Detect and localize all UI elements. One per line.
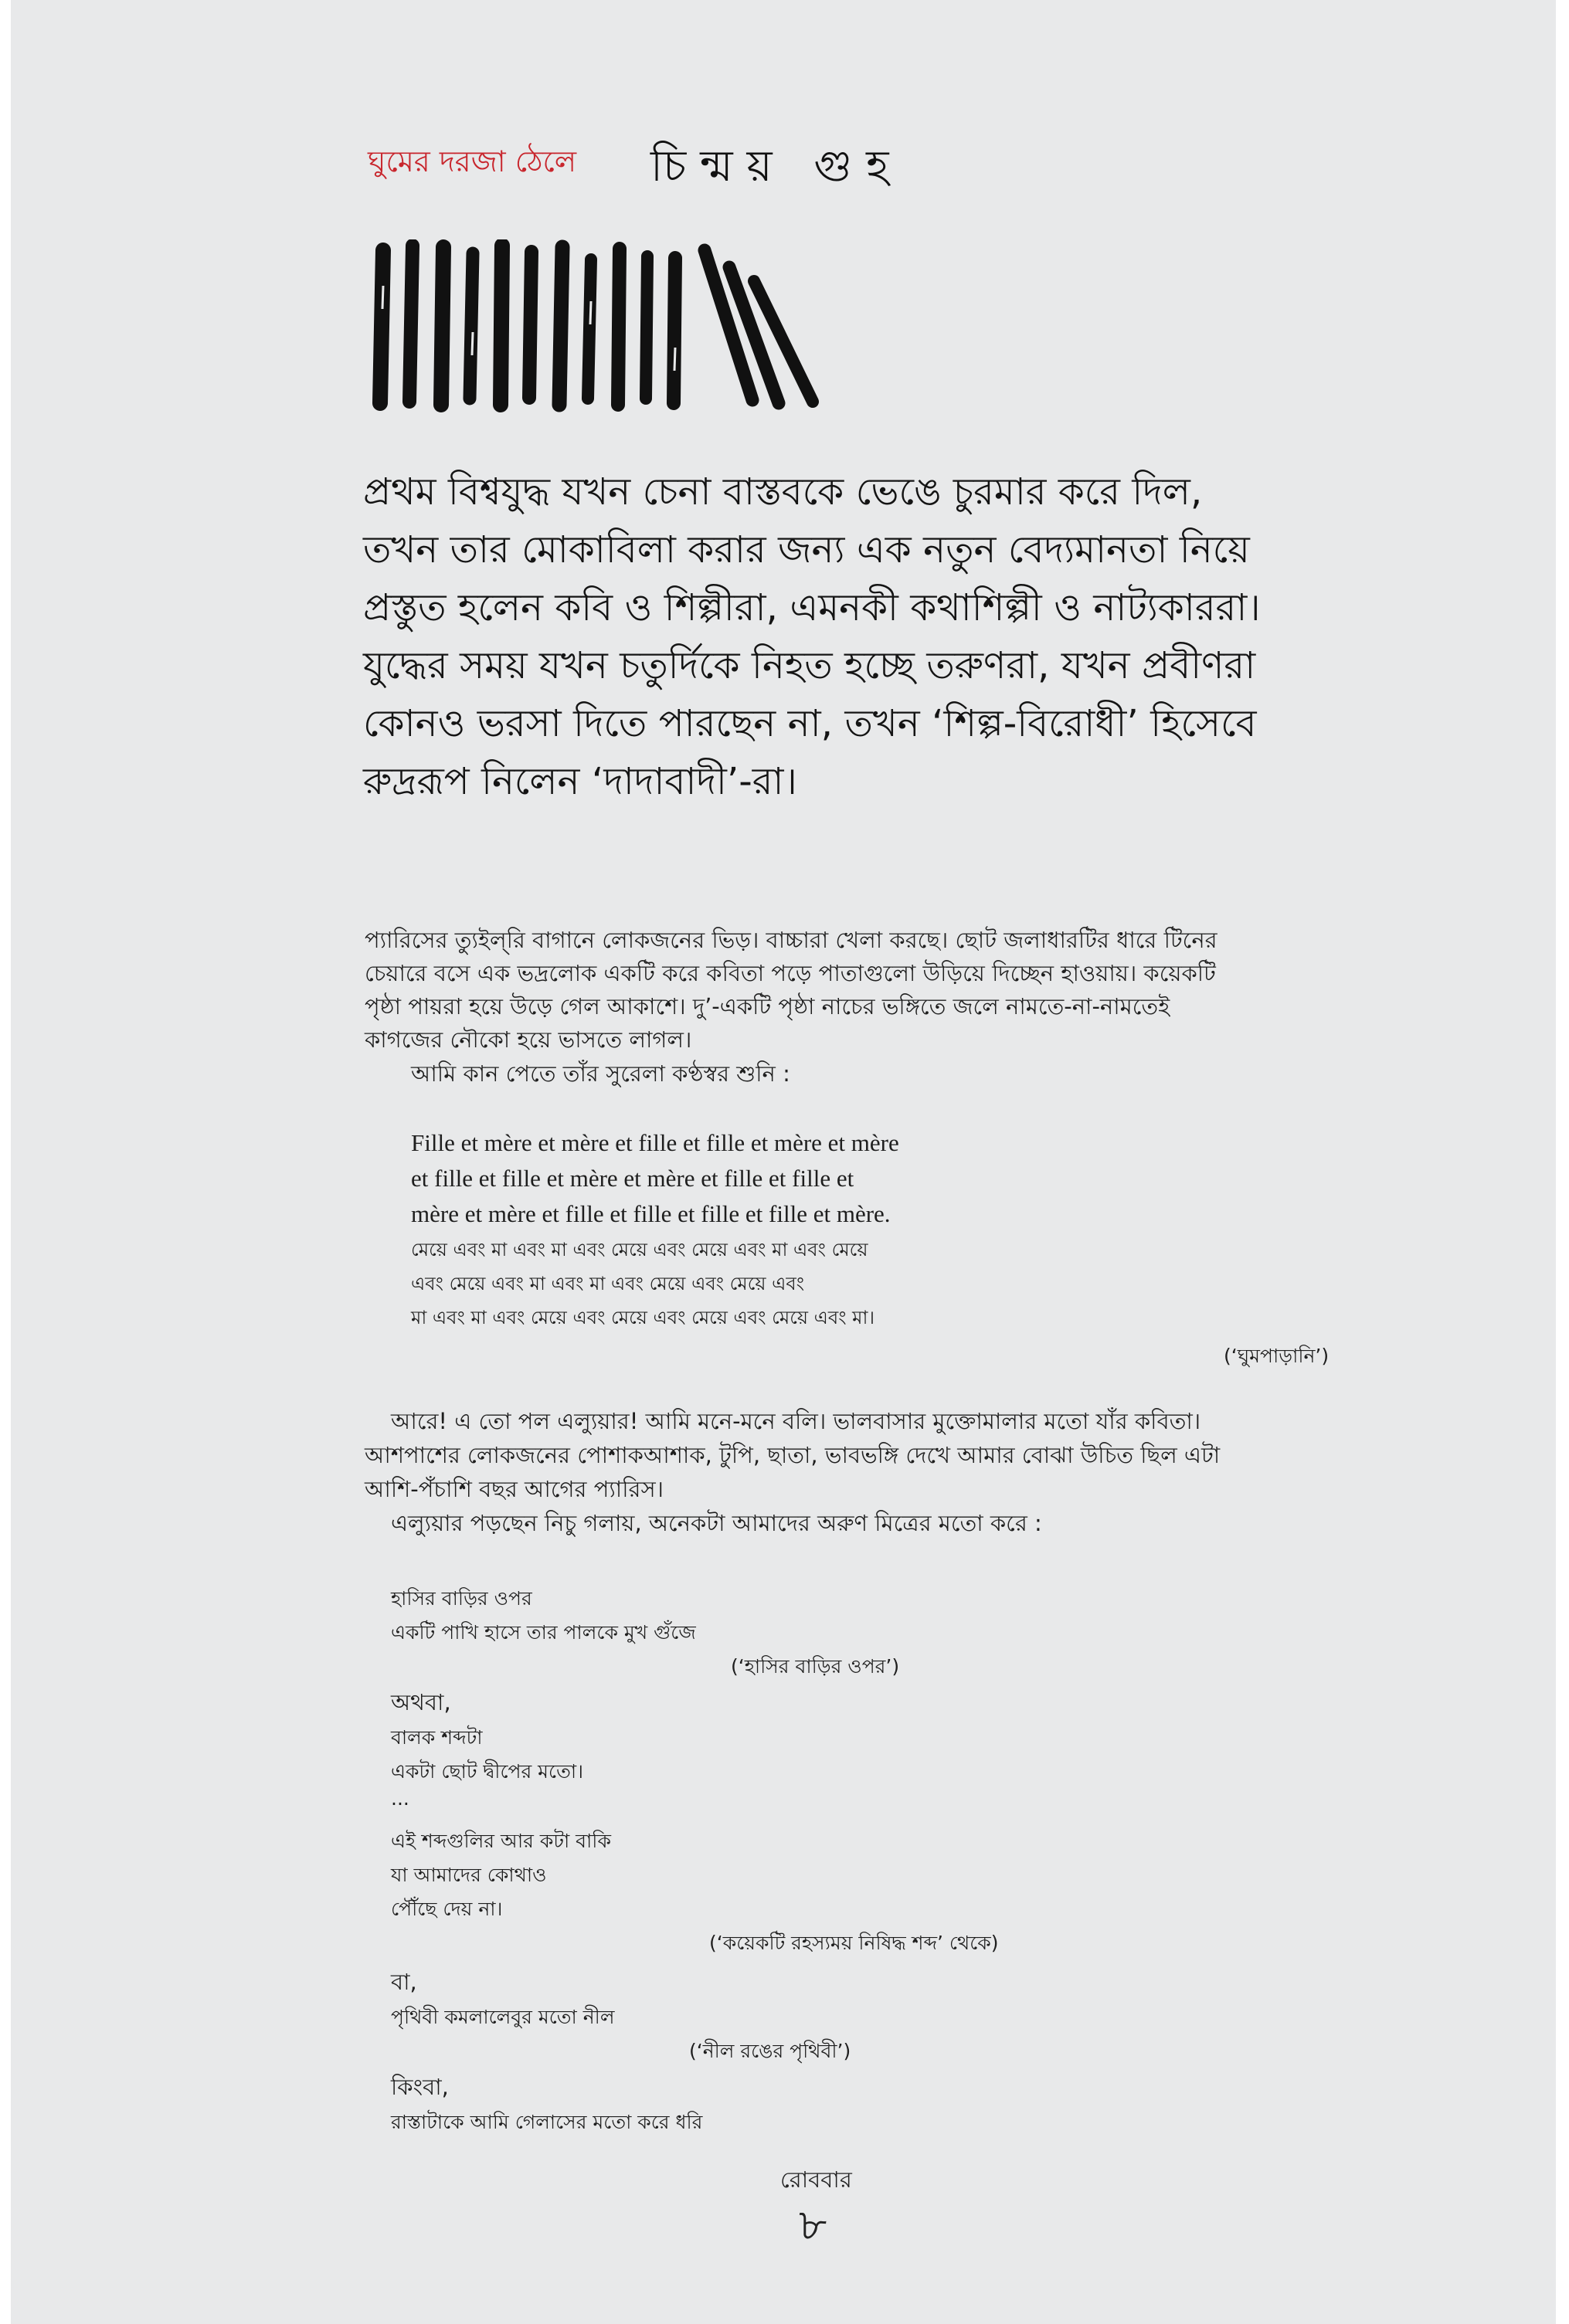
poem-line-bengali: মা এবং মা এবং মেয়ে এবং মেয়ে এবং মেয়ে এবং মেয়ে এবং মা। (411, 1307, 875, 1328)
lead-line: কোনও ভরসা দিতে পারছেন না, তখন ‘শিল্প-বিরোধী’ হিসেবে (363, 702, 1257, 745)
lead-paragraph (363, 463, 1398, 811)
citation: (‘কয়েকটি রহস্যময় নিষিদ্ধ শব্দ’ থেকে) (709, 1932, 999, 1954)
body-line: এল্যুয়ার পড়ছেন নিচু গলায়, অনেকটা আমাদের অরুণ মিত্রের মতো করে : (391, 1510, 1042, 1536)
body-line: আশপাশের লোকজনের পোশাকআশাক, টুপি, ছাতা, ভাবভঙ্গি দেখে আমার বোঝা উচিত ছিল এটা (365, 1442, 1221, 1468)
page-number: ৮ (799, 2200, 827, 2251)
body-line: আশি-পঁচাশি বছর আগের প্যারিস। (365, 1476, 664, 1502)
poem-line-bengali: এবং মেয়ে এবং মা এবং মা এবং মেয়ে এবং মেয়ে এবং (411, 1273, 805, 1294)
poem-line-french: et fille et fille et mère et mère et fille et fille et (411, 1165, 854, 1192)
quote-line: এই শব্দগুলির আর কটা বাকি (391, 1830, 611, 1852)
connector-text: বা, (391, 1969, 417, 1995)
body-line: আরে! এ তো পল এল্যুয়ার! আমি মনে-মনে বলি। ভালবাসার মুক্তোমালার মতো যাঁর কবিতা। (391, 1408, 1201, 1434)
quote-line: পৌঁছে দেয় না। (391, 1898, 503, 1920)
poem-line-french: mère et mère et fille et fille et fille et fille et mère. (411, 1200, 891, 1227)
quote-line: রাস্তাটাকে আমি গেলাসের মতো করে ধরি (391, 2111, 703, 2133)
quote-line: একটা ছোট দ্বীপের মতো। (391, 1760, 584, 1783)
body-line: কাগজের নৌকো হয়ে ভাসতে লাগল। (365, 1026, 692, 1053)
magazine-page (11, 0, 1556, 2324)
lead-line: রুদ্ররূপ নিলেন ‘দাদাবাদী’-রা। (363, 760, 797, 803)
footer-magazine-name: রোববার (780, 2166, 852, 2193)
connector-text: অথবা, (391, 1689, 451, 1715)
tally-marks-illustration (372, 239, 836, 413)
lead-line: তখন তার মোকাবিলা করার জন্য এক নতুন বেদ্যমানতা নিয়ে (363, 528, 1250, 572)
body-line: প্যারিসের ত্যুইল্‌রি বাগানে লোকজনের ভিড়। বাচ্চারা খেলা করছে। ছোট জলাধারটির ধারে টিনের (365, 927, 1218, 953)
lead-line: প্রথম বিশ্বযুদ্ধ যখন চেনা বাস্তবকে ভেঙে চুরমার করে দিল, (363, 470, 1203, 514)
connector-text: কিংবা, (391, 2074, 449, 2100)
quote-line: হাসির বাড়ির ওপর (391, 1587, 532, 1610)
quote-line: যা আমাদের কোথাও (391, 1864, 547, 1886)
body-line: আমি কান পেতে তাঁর সুরেলা কণ্ঠস্বর শুনি : (411, 1060, 790, 1087)
section-label: ঘুমের দরজা ঠেলে (368, 144, 577, 178)
poem-line-french: Fille et mère et mère et fille et fille et mère et mère (411, 1129, 899, 1156)
citation: (‘নীল রঙের পৃথিবী’) (689, 2040, 851, 2062)
quote-line: পৃথিবী কমলালেবুর মতো নীল (391, 2006, 615, 2028)
body-line: পৃষ্ঠা পায়রা হয়ে উড়ে গেল আকাশে। দু’-একটি পৃষ্ঠা নাচের ভঙ্গিতে জলে নামতে-না-নামতেই (365, 993, 1170, 1020)
lead-line: যুদ্ধের সময় যখন চতুর্দিকে নিহত হচ্ছে তরুণরা, যখন প্রবীণরা (363, 644, 1256, 687)
lead-line: প্রস্তুত হলেন কবি ও শিল্পীরা, এমনকী কথাশিল্পী ও নাট্যকাররা। (363, 586, 1261, 629)
poem-line-bengali: মেয়ে এবং মা এবং মা এবং মেয়ে এবং মেয়ে এবং মা এবং মেয়ে (411, 1239, 868, 1260)
quote-line: ... (391, 1787, 409, 1810)
citation: (‘হাসির বাড়ির ওপর’) (731, 1655, 900, 1678)
quote-line: একটি পাখি হাসে তার পালকে মুখ গুঁজে (391, 1621, 696, 1644)
author-name: চিন্ময় গুহ (650, 141, 903, 192)
body-line: চেয়ারে বসে এক ভদ্রলোক একটি করে কবিতা পড়ে পাতাগুলো উড়িয়ে দিচ্ছেন হাওয়ায়। কয়েকটি (365, 960, 1216, 986)
quote-line: বালক শব্দটা (391, 1726, 483, 1749)
citation: (‘ঘুমপাড়ানি’) (1224, 1345, 1330, 1367)
